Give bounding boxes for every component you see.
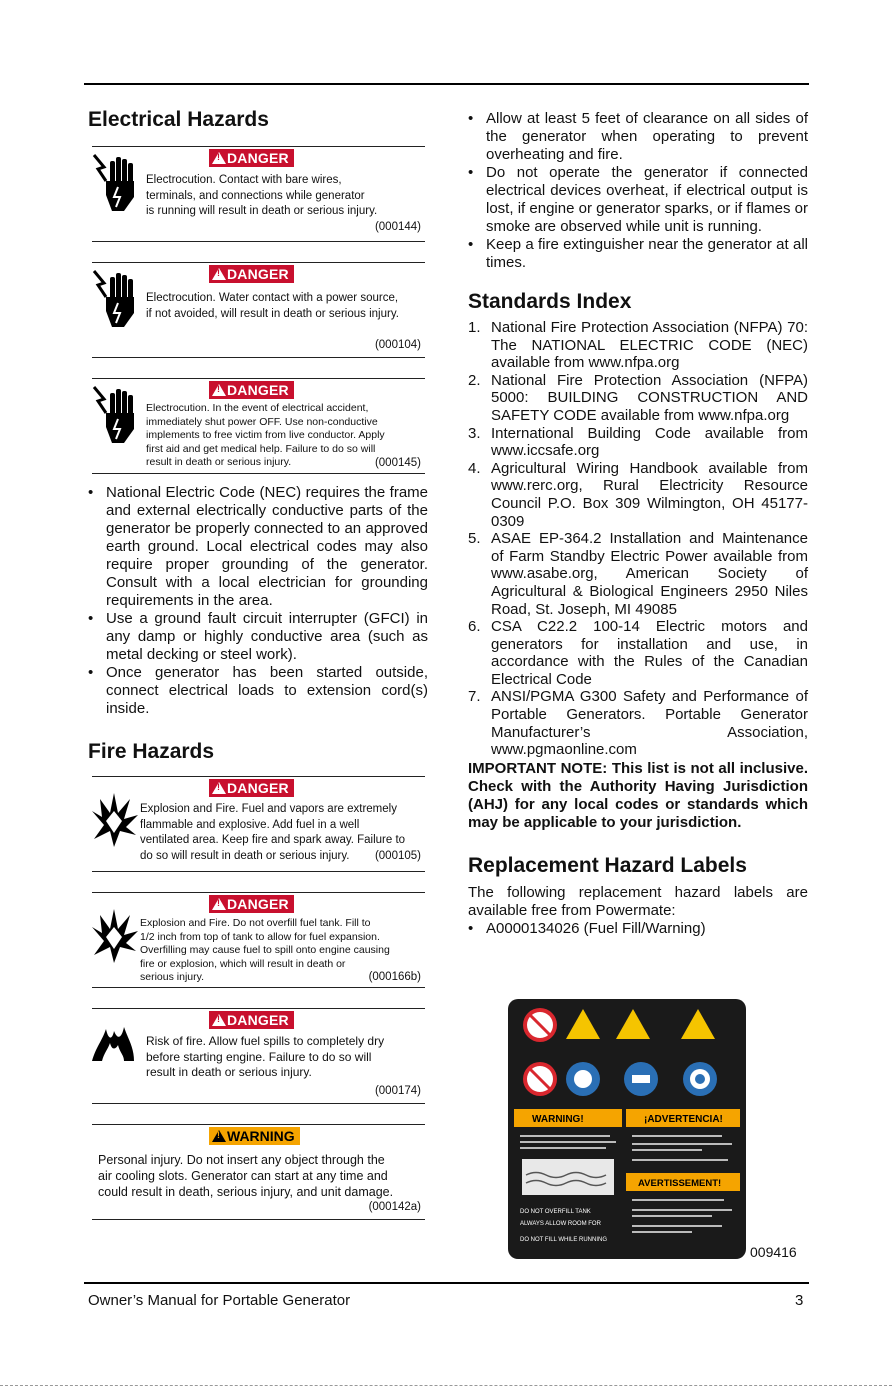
danger-badge: !DANGER <box>209 381 294 399</box>
left-column <box>88 108 428 1220</box>
list-item: 3. International Building Code available from www.iccsafe.org <box>468 424 808 460</box>
explosion-icon <box>88 907 140 967</box>
list-item: • Allow at least 5 feet of clearance on all sides of the generator when operating to prevent overheating and fire. <box>468 110 808 164</box>
label-text: Explosion and Fire. Do not overfill fuel tank. Fill to 1/2 inch from top of tank to allow for fuel expansion. Overfilling may cause fuel to spill onto engine causing fire or explosion, which will result in death or serious injury. <box>140 917 390 983</box>
replacement-labels-heading: Replacement Hazard Labels <box>468 853 747 877</box>
decal-warning-es: ¡ADVERTENCIA! <box>644 1114 723 1125</box>
electrocution-hand-icon <box>90 267 138 331</box>
alert-triangle-icon <box>212 782 226 794</box>
alert-triangle-icon <box>212 384 226 396</box>
label-code: (000104) <box>374 339 421 351</box>
alert-triangle-icon <box>212 1014 226 1026</box>
list-item: 2. National Fire Protection Association (NFPA) 5000: BUILDING CONSTRUCTION AND SAFETY CODE available from www.nfpa.org <box>468 371 808 424</box>
standards-index-heading: Standards Index <box>468 290 632 313</box>
list-item: • A0000134026 (Fuel Fill/Warning) <box>468 920 808 938</box>
label-code: (000145) <box>374 457 421 469</box>
electrocution-hand-icon <box>90 151 138 215</box>
list-item: • Do not operate the generator if connected electrical devices overheat, if electrical output is lost, if engine or generator sparks, or if flames or smoke are observed while unit is running. <box>468 164 808 236</box>
fire-icon <box>88 1017 136 1065</box>
fuel-fill-warning-decal <box>508 999 746 1259</box>
electrocution-hand-icon <box>90 383 138 447</box>
fire-hazards-heading: Fire Hazards <box>88 740 215 763</box>
figure-code: 009416 <box>750 1244 797 1260</box>
danger-label-000145 <box>92 378 425 474</box>
label-text: Electrocution. Water contact with a power source, if not avoided, will result in death or serious injury. <box>146 292 399 320</box>
footer-title: Owner’s Manual for Portable Generator <box>88 1292 351 1309</box>
list-item: • Keep a fire extinguisher near the generator at all times. <box>468 236 808 272</box>
page-number: 3 <box>795 1292 804 1309</box>
electrical-hazards-heading: Electrical Hazards <box>88 108 269 131</box>
replacement-bullets <box>468 920 808 938</box>
replacement-intro: The following replacement hazard labels are available free from Powermate: <box>468 883 808 919</box>
label-text: Explosion and Fire. Fuel and vapors are extremely flammable and explosive. Add fuel in a well ventilated area. Keep fire and spark away. Failure to do so will result in death or serious injury. <box>140 803 406 862</box>
label-code: (000142a) <box>368 1201 421 1213</box>
electrical-bullets <box>88 484 428 718</box>
list-item: 5. ASAE EP-364.2 Installation and Maintenance of Farm Standby Electric Power available from www.asabe.org, American Society of Agricultural & Biological Engineers 2950 Niles Road, St. Joseph, MI 49085 <box>468 530 808 618</box>
danger-badge: !DANGER <box>209 265 294 283</box>
danger-badge: !DANGER <box>209 895 294 913</box>
scan-edge <box>0 1385 892 1386</box>
standards-list <box>468 319 808 759</box>
label-text: Risk of fire. Allow fuel spills to completely dry before starting engine. Failure to do so will result in death or serious injury. <box>146 1034 385 1079</box>
fire-bullets <box>468 110 808 272</box>
danger-label-000105 <box>92 776 425 872</box>
label-code: (000144) <box>374 221 421 233</box>
list-item: • National Electric Code (NEC) requires the frame and external electrically conductive parts of the generator be properly connected to an approved earth ground. Local electrical codes may also require proper grounding of the generator. Consult with a local electrician for grounding requirements in the area. <box>88 484 428 610</box>
list-item: 7. ANSI/PGMA G300 Safety and Performance of Portable Generators. Portable Generator Manufacturer’s Association, www.pgmaonline.com <box>468 688 808 759</box>
warning-label-000142a <box>92 1124 425 1220</box>
danger-badge: !DANGER <box>209 1011 294 1029</box>
label-code: (000166b) <box>368 971 421 983</box>
danger-label-000166b <box>92 892 425 988</box>
label-code: (000105) <box>374 850 421 862</box>
danger-badge: !DANGER <box>209 149 294 167</box>
label-text: Electrocution. In the event of electrical accident, immediately shut power OFF. Use non-conductive implements to free victim from live conductor. Apply first aid and get medical help. Failure to do so will result in death or serious injury. <box>146 402 385 468</box>
danger-label-000144 <box>92 146 425 242</box>
danger-badge: !DANGER <box>209 779 294 797</box>
right-column <box>468 110 808 1260</box>
decal-warning-fr: AVERTISSEMENT! <box>638 1178 722 1189</box>
alert-triangle-icon <box>212 898 226 910</box>
alert-triangle-icon <box>212 268 226 280</box>
decal-warning-en: WARNING! <box>532 1114 584 1125</box>
decal-line: DO NOT FILL WHILE RUNNING <box>520 1237 608 1243</box>
label-code: (000174) <box>374 1085 421 1097</box>
list-item: 6. CSA C22.2 100-14 Electric motors and generators for installation and use, in accordance with the Rules of the Canadian Electrical Code <box>468 618 808 688</box>
list-item: • Once generator has been started outside, connect electrical loads to extension cord(s) inside. <box>88 664 428 718</box>
label-text: Electrocution. Contact with bare wires, terminals, and connections while generator is running will result in death or serious injury. <box>146 174 378 217</box>
bottom-rule <box>84 1282 809 1284</box>
important-note: IMPORTANT NOTE: This list is not all inclusive. Check with the Authority Having Jurisdiction (AHJ) for any local codes or standards which may be applicable to your jurisdiction. <box>468 759 808 831</box>
list-item: 1. National Fire Protection Association (NFPA) 70: The NATIONAL ELECTRIC CODE (NEC) available from www.nfpa.org <box>468 319 808 372</box>
label-text: Personal injury. Do not insert any object through the air cooling slots. Generator can start at any time and could result in death, serious injury, and unit damage. <box>98 1153 394 1199</box>
alert-triangle-icon <box>212 1130 226 1142</box>
list-item: • Use a ground fault circuit interrupter (GFCI) in any damp or highly conductive area (such as metal decking or steel work). <box>88 610 428 664</box>
explosion-icon <box>88 791 140 851</box>
alert-triangle-icon <box>212 152 226 164</box>
warning-badge: !WARNING <box>209 1127 300 1145</box>
danger-label-000174 <box>92 1008 425 1104</box>
top-rule <box>84 83 809 85</box>
danger-label-000104 <box>92 262 425 358</box>
decal-line: ALWAYS ALLOW ROOM FOR <box>520 1221 601 1227</box>
list-item: 4. Agricultural Wiring Handbook available from www.rerc.org, Rural Electricity Resource Council P.O. Box 309 Wilmington, OH 45177-0309 <box>468 459 808 530</box>
decal-line: DO NOT OVERFILL TANK <box>520 1209 591 1215</box>
